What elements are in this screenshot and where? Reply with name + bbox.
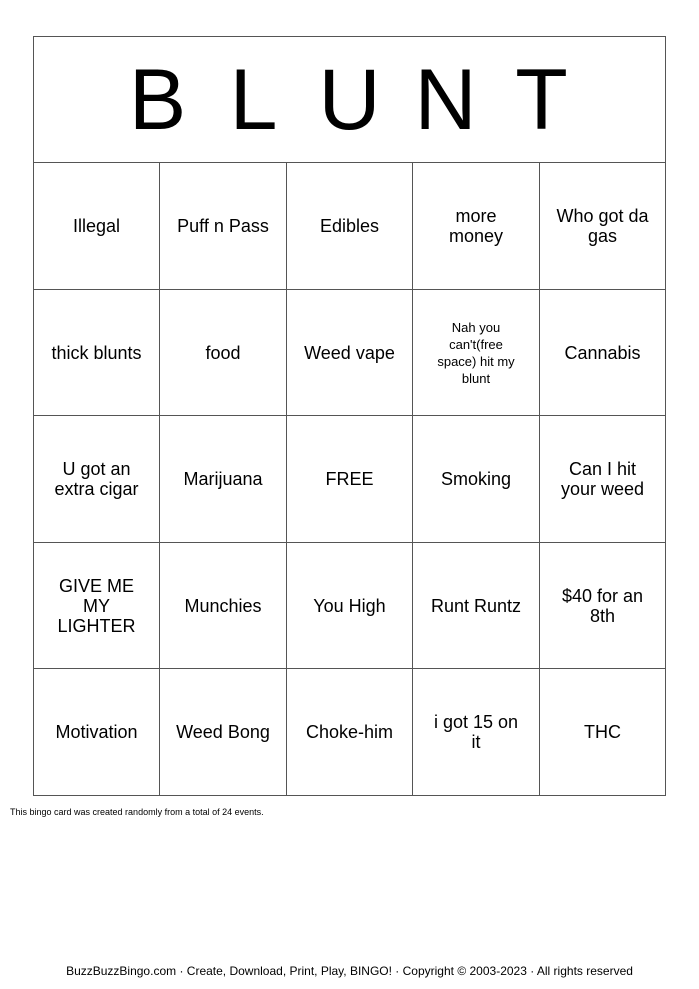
title-letter-l: L: [229, 51, 278, 148]
bingo-cell-text: Can I hit your weed: [560, 459, 645, 499]
bingo-cell-text: Puff n Pass: [177, 216, 269, 236]
bingo-cell-text: thick blunts: [51, 342, 142, 363]
bingo-cell: [160, 290, 287, 416]
bingo-cell: [34, 416, 160, 543]
bingo-cell: [413, 543, 540, 669]
page-footer: BuzzBuzzBingo.com · Create, Download, Print, Play, BINGO! · Copyright © 2003-2023 · All rights reserved: [66, 964, 633, 978]
bingo-cell: [160, 416, 287, 543]
bingo-cell: [287, 543, 413, 669]
bingo-cell-text: Motivation: [55, 722, 138, 742]
title-letter-n: N: [414, 51, 477, 148]
bingo-cell: [34, 163, 160, 290]
bingo-card: [33, 36, 666, 796]
bingo-cell-text: i got 15 on it: [433, 712, 519, 752]
bingo-cell: [540, 290, 665, 416]
bingo-cell-text: Who got da gas: [556, 206, 649, 246]
bingo-cell-text: food: [205, 342, 241, 363]
title-letter-u: U: [318, 51, 381, 148]
bingo-cell: [287, 163, 413, 290]
bingo-title: [34, 37, 665, 163]
bingo-cell: [160, 163, 287, 290]
bingo-cell-text: Edibles: [319, 216, 380, 236]
generation-note: This bingo card was created randomly from a total of 24 events.: [10, 807, 264, 817]
bingo-cell: [160, 543, 287, 669]
bingo-cell-text: Weed Bong: [176, 722, 270, 742]
bingo-cell-text: Runt Runtz: [430, 595, 522, 616]
free-space-text: FREE: [325, 469, 374, 489]
bingo-cell: [160, 669, 287, 795]
bingo-cell: [34, 669, 160, 795]
bingo-cell: [413, 416, 540, 543]
bingo-cell: [540, 669, 665, 795]
bingo-cell-text: U got an extra cigar: [54, 459, 139, 499]
bingo-cell-text: Cannabis: [564, 342, 641, 363]
bingo-cell-text: $40 for an 8th: [561, 585, 644, 626]
bingo-cell: [413, 290, 540, 416]
bingo-cell-text: Smoking: [440, 469, 512, 489]
bingo-cell: [540, 543, 665, 669]
bingo-cell-text: GIVE ME MY LIGHTER: [57, 575, 136, 636]
bingo-cell: [540, 416, 665, 543]
bingo-cell: [34, 290, 160, 416]
bingo-cell: [287, 290, 413, 416]
bingo-cell-text: more money: [448, 206, 504, 246]
bingo-cell: [540, 163, 665, 290]
bingo-grid: [34, 163, 665, 795]
bingo-cell-text: THC: [584, 722, 621, 742]
bingo-cell: [413, 163, 540, 290]
bingo-cell-text: Weed vape: [304, 342, 395, 363]
title-letter-b: B: [128, 51, 187, 148]
bingo-cell: [413, 669, 540, 795]
bingo-cell: [34, 543, 160, 669]
bingo-cell: [287, 669, 413, 795]
bingo-cell-text: Illegal: [72, 216, 121, 236]
bingo-cell-text: You High: [313, 595, 386, 616]
free-space-cell: [287, 416, 413, 543]
title-letter-t: T: [515, 51, 568, 148]
bingo-cell-text: Marijuana: [183, 469, 263, 489]
bingo-cell-text: Munchies: [184, 595, 262, 616]
bingo-cell-text: Nah you can't(free space) hit my blunt: [437, 319, 515, 386]
bingo-cell-text: Choke-him: [305, 722, 394, 742]
